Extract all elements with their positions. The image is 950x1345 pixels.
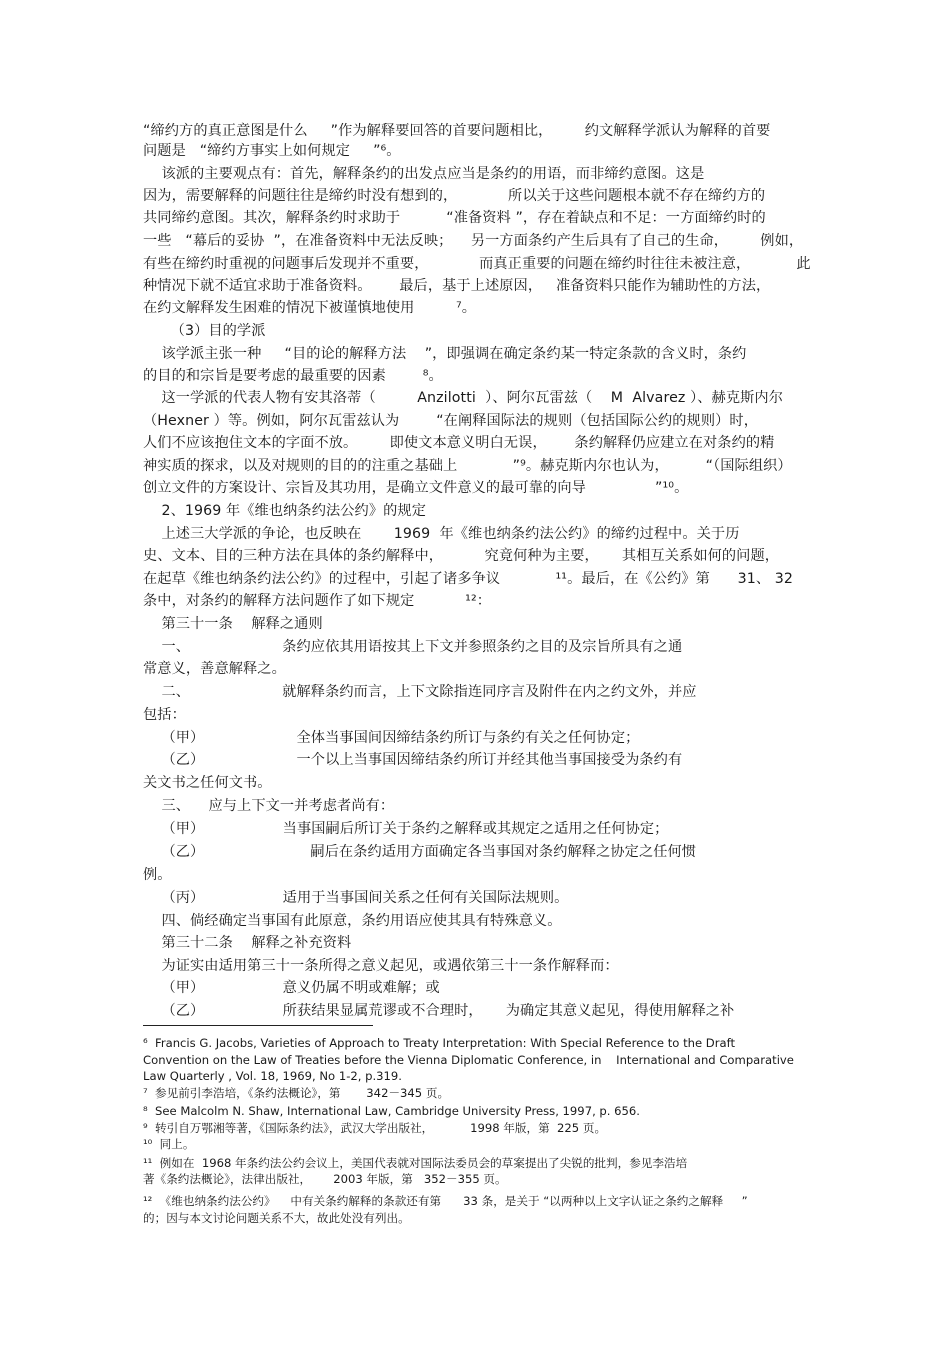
- body-line: 这一学派的代表人物有安其洛蒂（ Anzilotti ）、阿尔瓦雷兹（ M Alvarez ）、赫克斯内尔: [143, 390, 783, 406]
- body-line: 一些 “幕后的妥协 ”，在准备资料中无法反映； 另一方面条约产生后具有了自己的生命， 例如，: [143, 233, 804, 249]
- body-line: （Hexner ）等。例如，阿尔瓦雷兹认为 “在阐释国际法的规则（包括国际公约的规则）时，: [143, 413, 758, 429]
- body-line: （丙） 适用于当事国间关系之任何有关国际法规则。: [143, 890, 569, 906]
- footnote-line: ¹⁰ 同上。: [143, 1137, 195, 1151]
- footnote-line: 的；因与本文讨论问题关系不大，故此处没有列出。: [143, 1211, 410, 1225]
- body-line: 常意义，善意解释之。: [143, 661, 286, 677]
- footnote-line: ⁶ Francis G. Jacobs, Varieties of Approach to Treaty Interpretation: With Special Reference to the Draft: [143, 1036, 736, 1050]
- footnote-divider: [143, 1025, 373, 1026]
- body-line: 上述三大学派的争论，也反映在 1969 年《维也纳条约法公约》的缔约过程中。关于历: [143, 526, 740, 542]
- body-line: 第三十二条 解释之补充资料: [143, 935, 352, 951]
- body-line: 神实质的探求，以及对规则的目的的注重之基础上 ”⁹。赫克斯内尔也认为， “（国际组织）: [143, 458, 792, 474]
- body-line: 该学派主张一种 “目的论的解释方法 ”，即强调在确定条约某一特定条款的含义时，条约: [143, 346, 747, 362]
- body-line: 史、文本、目的三种方法在具体的条约解释中， 究竟何种为主要， 其相互关系如何的问题，: [143, 548, 780, 564]
- body-line: 问题是 “缔约方事实上如何规定 ”⁶。: [143, 143, 401, 159]
- body-line: 有些在缔约时重视的问题事后发现并不重要， 而真正重要的问题在缔约时往往未被注意， 此: [143, 256, 811, 272]
- footnote-line: 著《条约法概论》，法律出版社， 2003 年版，第 352－355 页。: [143, 1172, 507, 1186]
- footnote-line: ¹² 《维也纳条约法公约》 中有关条约解释的条款还有第 33 条，是关于 “以两种以上文字认证之条约之解释 ”: [143, 1194, 748, 1208]
- body-line: （3）目的学派: [143, 323, 266, 339]
- body-line: 二、 就解释条约而言，上下文除指连同序言及附件在内之约文外，并应: [143, 684, 697, 700]
- footnote-line: ⁸ See Malcolm N. Shaw, International Law, Cambridge University Press, 1997, p. 656.: [143, 1104, 640, 1118]
- footnote-line: Law Quarterly , Vol. 18, 1969, No 1-2, p.319.: [143, 1069, 402, 1083]
- body-line: 关文书之任何文书。: [143, 775, 272, 791]
- body-line: 在起草《维也纳条约法公约》的过程中，引起了诸多争议 ¹¹。最后，在《公约》第 31、 32: [143, 571, 794, 587]
- footnote-line: ⁹ 转引自万鄂湘等著，《国际条约法》，武汉大学出版社， 1998 年版，第 225 页。: [143, 1121, 607, 1135]
- body-line: 包括：: [143, 707, 186, 723]
- body-line: 创立文件的方案设计、宗旨及其功用，是确立文件意义的最可靠的向导 ”¹⁰。: [143, 480, 689, 496]
- footnote-line: Convention on the Law of Treaties before the Vienna Diplomatic Conference, in International and Comparative: [143, 1053, 794, 1067]
- body-line: （乙） 嗣后在条约适用方面确定各当事国对条约解释之协定之任何惯: [143, 844, 697, 860]
- body-line: 该派的主要观点有：首先，解释条约的出发点应当是条约的用语，而非缔约意图。这是: [143, 166, 705, 182]
- body-line: 为证实由适用第三十一条所得之意义起见，或遇依第三十一条作解释而：: [143, 958, 619, 974]
- body-line: 一、 条约应依其用语按其上下文并参照条约之目的及宗旨所具有之通: [143, 639, 683, 655]
- body-line: 条中，对条约的解释方法问题作了如下规定 ¹²：: [143, 593, 492, 609]
- body-line: 因为，需要解释的问题往往是缔约时没有想到的， 所以关于这些问题根本就不存在缔约方的: [143, 188, 766, 204]
- footnote-line: ⁷ 参见前引李浩培，《条约法概论》，第 342－345 页。: [143, 1086, 450, 1100]
- body-line: 四、倘经确定当事国有此原意，条约用语应使其具有特殊意义。: [143, 913, 562, 929]
- body-line: 共同缔约意图。其次，解释条约时求助于 “准备资料 ”，存在着缺点和不足：一方面缔约时的: [143, 210, 766, 226]
- body-line: （甲） 当事国嗣后所订关于条约之解释或其规定之适用之任何协定；: [143, 821, 669, 837]
- body-line: 种情况下就不适宜求助于准备资料。 最后，基于上述原因， 准备资料只能作为辅助性的方法，: [143, 278, 771, 294]
- body-line: 例。: [143, 867, 172, 883]
- body-line: 2、1969 年《维也纳条约法公约》的规定: [143, 503, 426, 519]
- body-line: 人们不应该抱住文本的字面不放。 即使文本意义明白无误， 条约解释仍应建立在对条约的精: [143, 435, 775, 451]
- body-line: 的目的和宗旨是要考虑的最重要的因素 ⁸。: [143, 368, 443, 384]
- body-line: 第三十一条 解释之通则: [143, 616, 323, 632]
- body-line: 在约文解释发生困难的情况下被谨慎地使用 ⁷。: [143, 300, 477, 316]
- body-line: （乙） 所获结果显属荒谬或不合理时， 为确定其意义起见，得使用解释之补: [143, 1003, 735, 1019]
- body-line: （乙） 一个以上当事国因缔结条约所订并经其他当事国接受为条约有: [143, 752, 683, 768]
- body-line: （甲） 全体当事国间因缔结条约所订与条约有关之任何协定；: [143, 730, 640, 746]
- footnote-line: ¹¹ 例如在 1968 年条约法公约会议上，美国代表就对国际法委员会的草案提出了尖锐的批判，参见李浩培: [143, 1156, 688, 1170]
- body-line: 三、 应与上下文一并考虑者尚有：: [143, 798, 395, 814]
- body-line: “缔约方的真正意图是什么 ”作为解释要回答的首要问题相比， 约文解释学派认为解释的首要: [143, 123, 771, 139]
- body-line: （甲） 意义仍属不明或难解；或: [143, 980, 440, 996]
